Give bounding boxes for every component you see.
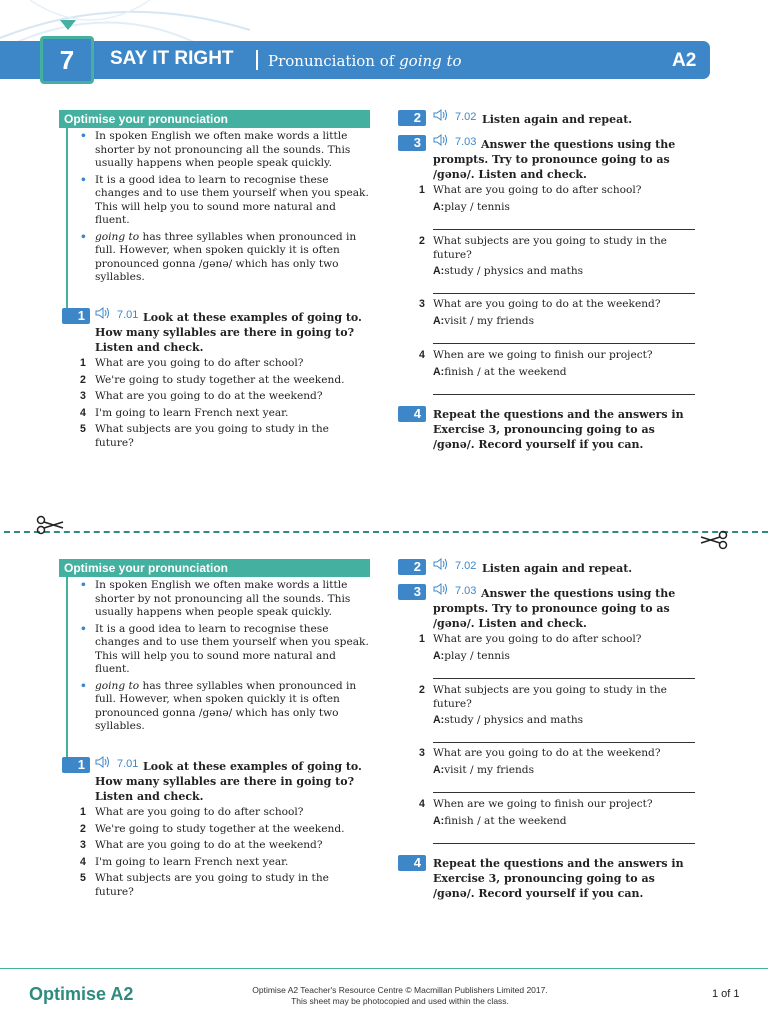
item-number: 2 <box>80 822 86 835</box>
track-number: 7.02 <box>455 560 477 572</box>
exercise-3-badge: 3 <box>398 135 426 151</box>
answer-prompt <box>419 815 719 829</box>
exercise-1-badge: 1 <box>62 308 90 324</box>
answer-line <box>433 678 695 679</box>
exercise-2-instruction: Listen again and repeat. <box>482 113 633 126</box>
item-number: 1 <box>80 357 86 369</box>
question-item <box>419 747 719 777</box>
answer-label: A: <box>433 314 445 327</box>
answer-text: study / physics and maths <box>444 265 584 277</box>
subtitle-italic: going to <box>399 52 462 70</box>
item-number: 5 <box>80 423 86 435</box>
answer-text: play / tennis <box>444 649 510 662</box>
question-text: What are you going to do at the weekend? <box>433 298 661 310</box>
answer-label: A: <box>433 200 445 213</box>
tip-item <box>80 130 370 171</box>
header-title: SAY IT RIGHT <box>110 48 234 69</box>
question-text: What subjects are you going to study in the future? <box>433 684 667 710</box>
exercise-4-badge: 4 <box>398 855 426 871</box>
item-number: 4 <box>80 406 86 419</box>
question-number: 2 <box>419 684 425 696</box>
tip-list <box>80 579 370 737</box>
question-item <box>419 798 719 828</box>
item-text: I'm going to learn French next year. <box>95 406 289 419</box>
exercise-4-badge: 4 <box>398 406 426 422</box>
answer-label: A: <box>433 763 445 776</box>
list-item <box>80 872 335 899</box>
tip-text: It is a good idea to learn to recognise these changes and to use them yourself when you speak. This will help you to sound more natural and fluent. <box>95 622 369 675</box>
item-text: What are you going to do after school? <box>95 806 304 818</box>
tip-list <box>80 130 370 288</box>
copyright-line: This sheet may be photocopied and used within the class. <box>291 996 509 1006</box>
question-number: 1 <box>419 184 425 196</box>
list-item <box>80 357 370 371</box>
list-item <box>80 423 335 450</box>
unit-number: 7 <box>59 44 75 75</box>
question-item <box>419 235 719 279</box>
tip-item <box>80 680 370 734</box>
exercise-4-instruction: Repeat the questions and the answers in Exercise 3, pronouncing going to as /gənə/. Record yourself if you can. <box>433 857 684 900</box>
list-item <box>80 839 370 853</box>
answer-label: A: <box>433 814 445 827</box>
exercise-1-badge: 1 <box>62 757 90 773</box>
question-number: 4 <box>419 349 425 361</box>
item-text: What are you going to do at the weekend? <box>95 839 323 851</box>
answer-prompt <box>419 366 719 380</box>
tip-item <box>80 579 370 620</box>
tip-text: has three syllables when pronounced in full. However, when spoken quickly it is often pronounced gonna /gənə/ which has only two syllables. <box>95 679 357 732</box>
tip-item <box>80 174 370 228</box>
answer-prompt <box>419 265 719 279</box>
exercise-2-badge: 2 <box>398 110 426 126</box>
item-number: 4 <box>80 855 86 868</box>
answer-label: A: <box>433 265 445 277</box>
item-number: 3 <box>80 390 86 402</box>
exercise-3-questions <box>419 633 719 853</box>
answer-prompt <box>419 714 719 728</box>
question-number: 1 <box>419 633 425 645</box>
exercise-3-instruction: Answer the questions using the prompts. Try to pronounce going to as /gənə/. Listen and check. <box>433 138 676 181</box>
footer-copyright <box>230 985 570 1007</box>
header-decoration <box>0 0 260 45</box>
question-number: 2 <box>419 235 425 247</box>
question-text: What are you going to do after school? <box>433 633 642 645</box>
tip-bar <box>66 128 68 308</box>
track-number: 7.01 <box>117 758 139 770</box>
answer-line <box>433 229 695 230</box>
track-number: 7.03 <box>455 136 477 148</box>
question-number: 4 <box>419 798 425 810</box>
tip-italic: going to <box>95 679 140 692</box>
answer-prompt <box>419 201 719 215</box>
item-text: What subjects are you going to study in the future? <box>95 872 329 898</box>
tip-italic: going to <box>95 230 140 243</box>
worksheet-top <box>0 110 768 550</box>
exercise-1-instruction: Look at these examples of going to. How many syllables are there in going to? Listen and check. <box>95 760 362 803</box>
answer-text: visit / my friends <box>444 763 535 776</box>
answer-text: visit / my friends <box>444 314 535 327</box>
worksheet-bottom <box>0 559 768 999</box>
question-text: When are we going to finish our project? <box>433 349 653 361</box>
question-item <box>419 298 719 328</box>
audio-speaker-icon[interactable] <box>433 557 447 571</box>
tip-text: In spoken English we often make words a little shorter by not pronouncing all the sounds. This usually happens when people speak quickly. <box>95 579 351 618</box>
list-item <box>80 823 370 837</box>
list-item <box>80 407 370 421</box>
footer-logo: Optimise A2 <box>29 984 134 1004</box>
cut-line <box>4 531 768 533</box>
list-item <box>80 374 370 388</box>
answer-line <box>433 843 695 844</box>
answer-text: play / tennis <box>444 200 510 213</box>
question-number: 3 <box>419 298 425 310</box>
exercise-3-badge: 3 <box>398 584 426 600</box>
answer-text: finish / at the weekend <box>444 814 567 827</box>
tip-heading: Optimise your pronunciation <box>59 110 370 128</box>
scissors-icon <box>700 530 728 550</box>
answer-line <box>433 343 695 344</box>
track-number: 7.02 <box>455 111 477 123</box>
exercise-1-list <box>80 357 370 453</box>
tip-heading: Optimise your pronunciation <box>59 559 370 577</box>
question-text: What are you going to do at the weekend? <box>433 747 661 759</box>
exercise-3-questions <box>419 184 719 404</box>
tip-text: has three syllables when pronounced in full. However, when spoken quickly it is often pronounced gonna /gənə/ which has only two syllables. <box>95 230 357 283</box>
question-text: What subjects are you going to study in the future? <box>433 235 667 261</box>
unit-number-badge <box>40 36 94 84</box>
copyright-line: Optimise A2 Teacher's Resource Centre © Macmillan Publishers Limited 2017. <box>252 985 548 995</box>
item-text: I'm going to learn French next year. <box>95 855 289 868</box>
list-item <box>80 806 370 820</box>
answer-line <box>433 792 695 793</box>
audio-speaker-icon[interactable] <box>433 108 447 122</box>
item-number: 2 <box>80 373 86 386</box>
tip-item <box>80 623 370 677</box>
item-text: What are you going to do at the weekend? <box>95 390 323 402</box>
answer-line <box>433 742 695 743</box>
question-item <box>419 684 719 728</box>
item-number: 3 <box>80 839 86 851</box>
header-separator <box>256 50 258 70</box>
list-item <box>80 856 370 870</box>
tip-text: In spoken English we often make words a little shorter by not pronouncing all the sounds. This usually happens when people speak quickly. <box>95 130 351 169</box>
exercise-3-instruction: Answer the questions using the prompts. Try to pronounce going to as /gənə/. Listen and check. <box>433 587 676 630</box>
question-item <box>419 633 719 663</box>
exercise-1-instruction: Look at these examples of going to. How many syllables are there in going to? Listen and check. <box>95 311 362 354</box>
footer-rule <box>0 968 768 969</box>
item-number: 5 <box>80 872 86 884</box>
question-text: When are we going to finish our project? <box>433 798 653 810</box>
answer-prompt <box>419 764 719 778</box>
answer-prompt <box>419 315 719 329</box>
answer-line <box>433 394 695 395</box>
list-item <box>80 390 370 404</box>
exercise-2-badge: 2 <box>398 559 426 575</box>
answer-text: finish / at the weekend <box>444 365 567 378</box>
answer-line <box>433 293 695 294</box>
question-item <box>419 349 719 379</box>
exercise-1-list <box>80 806 370 902</box>
exercise-2-instruction: Listen again and repeat. <box>482 562 633 575</box>
item-text: We're going to study together at the weekend. <box>95 822 345 835</box>
tip-text: It is a good idea to learn to recognise these changes and to use them yourself when you speak. This will help you to sound more natural and fluent. <box>95 173 369 226</box>
answer-text: study / physics and maths <box>444 714 584 726</box>
track-number: 7.01 <box>117 309 139 321</box>
answer-prompt <box>419 650 719 664</box>
item-text: We're going to study together at the weekend. <box>95 373 345 386</box>
scissors-icon <box>36 515 64 535</box>
header-subtitle <box>268 52 462 70</box>
track-number: 7.03 <box>455 585 477 597</box>
subtitle-text: Pronunciation of <box>268 52 400 70</box>
question-item <box>419 184 719 214</box>
question-number: 3 <box>419 747 425 759</box>
unit-marker-icon <box>60 20 76 30</box>
answer-label: A: <box>433 714 445 726</box>
exercise-4-instruction: Repeat the questions and the answers in Exercise 3, pronouncing going to as /gənə/. Record yourself if you can. <box>433 408 684 451</box>
tip-item <box>80 231 370 285</box>
question-text: What are you going to do after school? <box>433 184 642 196</box>
tip-bar <box>66 577 68 757</box>
item-text: What subjects are you going to study in the future? <box>95 423 329 449</box>
item-text: What are you going to do after school? <box>95 357 304 369</box>
answer-label: A: <box>433 365 445 378</box>
item-number: 1 <box>80 806 86 818</box>
page-number: 1 of 1 <box>712 988 740 1000</box>
answer-label: A: <box>433 649 445 662</box>
level-label: A2 <box>672 50 697 71</box>
